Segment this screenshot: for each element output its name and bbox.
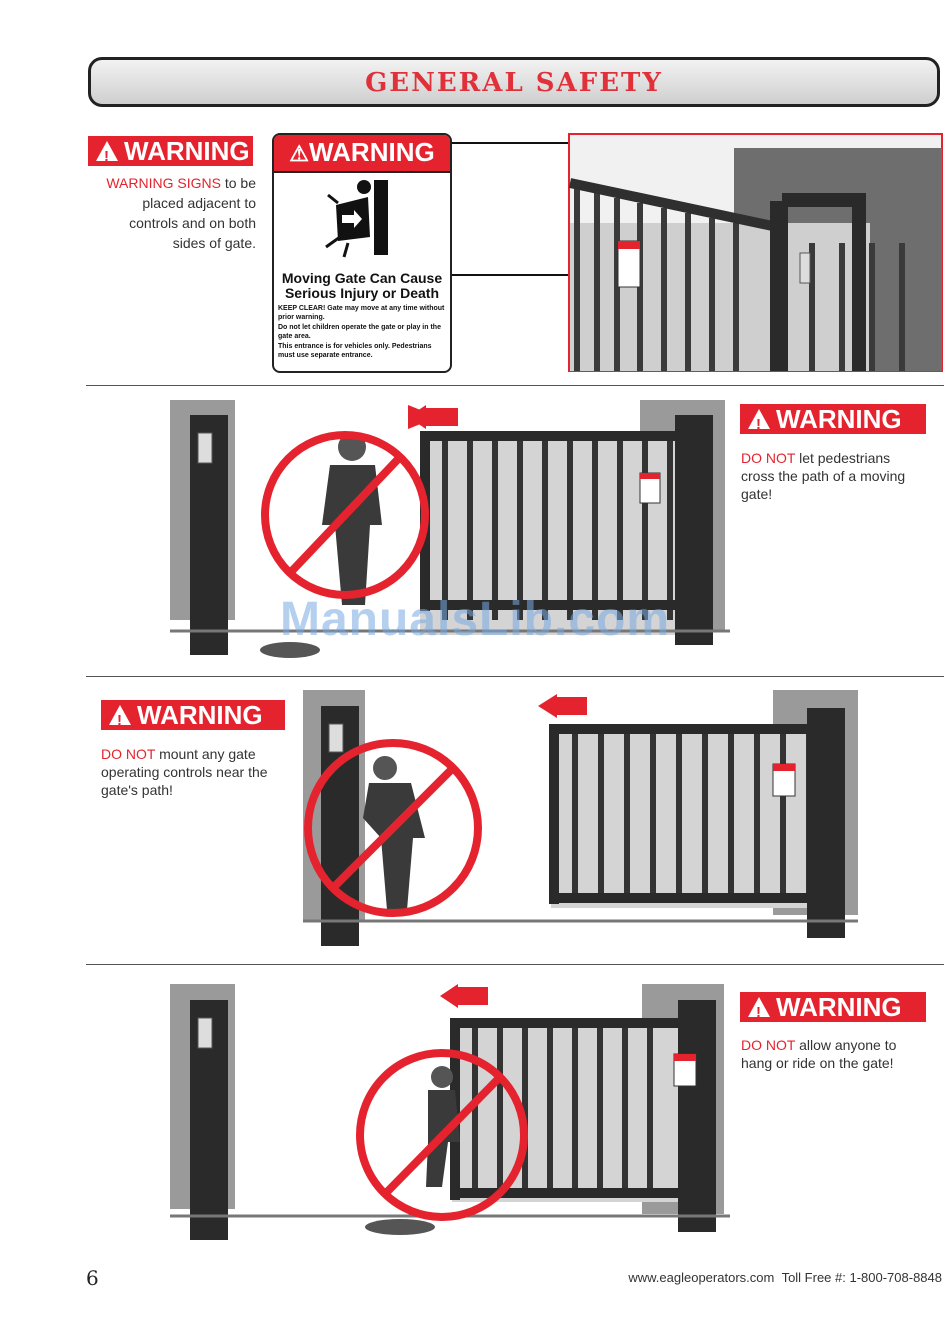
sign-caption: Moving Gate Can Cause xyxy=(281,270,443,286)
warning-icon xyxy=(109,705,131,725)
sign-caption: Serious Injury or Death xyxy=(284,285,440,301)
sign-fine-print: KEEP CLEAR! Gate may move at any time without prior warning. xyxy=(278,305,445,321)
warning-banner xyxy=(740,404,926,434)
warning-banner xyxy=(101,700,285,730)
warning-icon xyxy=(748,997,770,1017)
sign-header xyxy=(274,135,450,173)
warning-text: let pedestrians cross the path of a moving gate! xyxy=(741,450,906,502)
warning-text: allow anyone to hang or ride on the gate! xyxy=(741,1037,897,1071)
page-title: GENERAL SAFETY xyxy=(365,68,663,98)
section-divider xyxy=(86,676,944,677)
footer-contact xyxy=(628,1270,942,1285)
sign-header-label: WARNING xyxy=(309,137,435,167)
warning-icon xyxy=(748,409,770,429)
phone-number: Toll Free #: 1-800-708-8848 xyxy=(781,1270,942,1285)
section-header xyxy=(88,57,940,107)
gate-crush-pictogram xyxy=(324,175,404,265)
controls-near-gate-illustration xyxy=(303,688,858,950)
watermark: ManualsLib.com xyxy=(279,593,671,646)
ride-on-gate-illustration xyxy=(170,982,730,1244)
website-link[interactable]: www.eagleoperators.com xyxy=(628,1270,775,1285)
warning-label: WARNING xyxy=(137,700,263,730)
sign-fine-print: This entrance is for vehicles only. Pedestrians must use separate entrance. xyxy=(278,343,432,359)
warning-banner xyxy=(740,992,926,1022)
warning-emphasis: WARNING SIGNS xyxy=(106,175,221,191)
section-divider xyxy=(86,385,944,386)
warning-emphasis: DO NOT xyxy=(741,450,796,466)
gate-closeup-illustration xyxy=(452,133,944,373)
warning-description xyxy=(101,745,291,799)
section-divider xyxy=(86,964,944,965)
page-number: 6 xyxy=(86,1266,99,1290)
warning-text: to be placed adjacent to controls and on both sides of gate. xyxy=(129,175,256,251)
warning-icon xyxy=(96,141,118,161)
warning-description xyxy=(96,173,256,253)
warning-label: WARNING xyxy=(124,136,250,166)
warning-icon: ⚠ xyxy=(289,141,310,166)
warning-label: WARNING xyxy=(776,992,902,1022)
sign-caption-block xyxy=(274,271,450,360)
warning-label: WARNING xyxy=(776,404,902,434)
warning-description xyxy=(741,1036,931,1072)
warning-emphasis: DO NOT xyxy=(741,1037,796,1053)
warning-text: mount any gate operating controls near the gate's path! xyxy=(101,746,268,798)
warning-banner xyxy=(88,136,253,166)
warning-emphasis: DO NOT xyxy=(101,746,156,762)
warning-sign xyxy=(272,133,452,373)
warning-description xyxy=(741,449,921,503)
sign-fine-print: Do not let children operate the gate or play in the gate area. xyxy=(278,324,441,340)
